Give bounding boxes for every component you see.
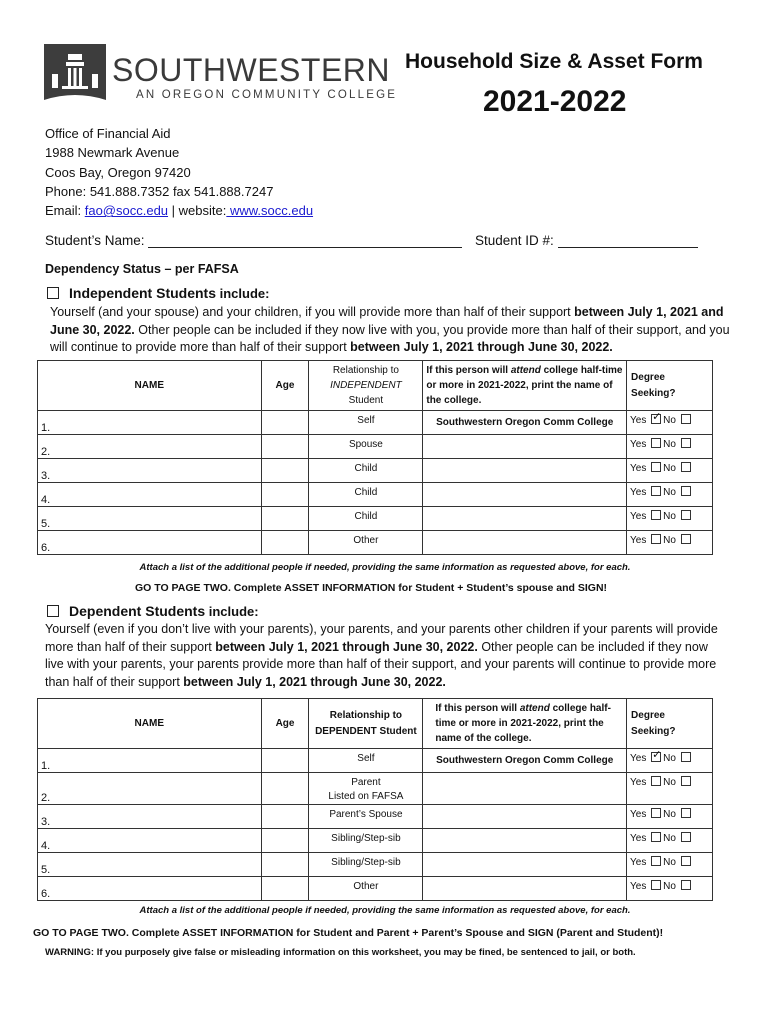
degree-no-checkbox[interactable] <box>681 856 691 866</box>
college-cell[interactable] <box>423 773 627 805</box>
row-number[interactable]: 3. <box>38 805 262 829</box>
relationship-label: Sibling/Step-sib <box>331 833 401 844</box>
row-number[interactable]: 1. <box>38 749 262 773</box>
dependent-attach-note: Attach a list of the additional people if needed, providing the same information as requested above, for each. <box>139 905 631 916</box>
relationship-label: Parent <box>351 777 381 788</box>
dep-col-attend-b: college half-time or more in 2021-2022, print the name of the college. <box>435 703 611 744</box>
age-cell[interactable] <box>261 829 309 853</box>
dependent-row <box>38 853 713 877</box>
relationship-label: Child <box>354 463 378 474</box>
relationship-cell <box>309 749 423 773</box>
degree-cell <box>627 853 713 877</box>
degree-no-label: No <box>663 857 676 868</box>
dependent-heading <box>47 603 259 619</box>
relationship-label: Self <box>357 415 375 426</box>
independent-para-1: Yourself (and your spouse) and your children, if you will provide more than half of their support <box>50 305 575 319</box>
degree-cell <box>627 805 713 829</box>
college-cell[interactable] <box>423 829 627 853</box>
degree-no-label: No <box>663 487 676 498</box>
dependent-row <box>38 805 713 829</box>
dependent-checkbox[interactable] <box>47 605 59 617</box>
independent-table <box>37 360 713 555</box>
degree-cell <box>627 773 713 805</box>
ind-col-relationship <box>309 361 423 411</box>
degree-yes-label: Yes <box>630 753 647 764</box>
degree-yes-checkbox[interactable] <box>651 462 661 472</box>
degree-yes-label: Yes <box>630 415 647 426</box>
dep-col-degree: Degree Seeking? <box>627 699 713 749</box>
relationship-cell <box>309 531 423 555</box>
email-link[interactable]: fao@socc.edu <box>84 203 169 219</box>
relationship-cell <box>309 507 423 531</box>
dependent-para-1: Yourself (even if you don’t live with your parents), your parents, and your parents other children if your parents will provide more than half of their support <box>45 622 718 654</box>
dependent-row <box>38 749 713 773</box>
ind-col-attend <box>423 361 627 411</box>
degree-cell <box>627 531 713 555</box>
degree-no-label: No <box>663 881 676 892</box>
degree-no-label: No <box>663 535 676 546</box>
ind-col-rel-line2: INDEPENDENT <box>330 380 402 391</box>
degree-cell <box>627 483 713 507</box>
relationship-label: Child <box>354 511 378 522</box>
dependent-heading-text: Dependent Students <box>69 603 206 619</box>
independent-row <box>38 531 713 555</box>
age-cell[interactable] <box>261 853 309 877</box>
ind-col-age: Age <box>261 361 309 411</box>
independent-row <box>38 435 713 459</box>
degree-cell <box>627 749 713 773</box>
degree-yes-checkbox[interactable] <box>651 752 661 762</box>
degree-no-checkbox[interactable] <box>681 880 691 890</box>
relationship-cell <box>309 411 423 435</box>
degree-no-checkbox[interactable] <box>681 776 691 786</box>
relationship-cell <box>309 435 423 459</box>
college-cell[interactable] <box>423 483 627 507</box>
row-number[interactable]: 1. <box>38 411 262 435</box>
college-cell[interactable] <box>423 531 627 555</box>
independent-row <box>38 507 713 531</box>
dependent-row <box>38 877 713 901</box>
degree-yes-label: Yes <box>630 881 647 892</box>
degree-yes-checkbox[interactable] <box>651 438 661 448</box>
row-number[interactable]: 3. <box>38 459 262 483</box>
college-cell[interactable] <box>423 507 627 531</box>
dep-col-rel-line2: DEPENDENT Student <box>315 725 417 737</box>
office-contact-line <box>45 201 313 220</box>
office-street: 1988 Newmark Avenue <box>45 145 180 161</box>
age-cell[interactable] <box>261 531 309 555</box>
age-cell[interactable] <box>261 773 309 805</box>
logo-wordmark: SOUTHWESTERN <box>112 52 390 88</box>
dependent-table <box>37 698 713 901</box>
degree-yes-label: Yes <box>630 857 647 868</box>
degree-yes-checkbox[interactable] <box>651 414 661 424</box>
dep-col-name: NAME <box>38 699 262 749</box>
email-label: Email: <box>45 203 85 219</box>
degree-no-checkbox[interactable] <box>681 534 691 544</box>
independent-goto: GO TO PAGE TWO. Complete ASSET INFORMATION for Student + Student’s spouse and SIGN! <box>135 582 608 594</box>
college-cell[interactable]: Southwestern Oregon Comm College <box>423 411 627 435</box>
ind-col-rel-line3: Student <box>348 395 384 406</box>
degree-cell <box>627 411 713 435</box>
degree-no-checkbox[interactable] <box>681 808 691 818</box>
degree-no-checkbox[interactable] <box>681 832 691 842</box>
age-cell[interactable] <box>261 435 309 459</box>
row-number[interactable]: 2. <box>38 773 262 805</box>
degree-no-label: No <box>663 777 676 788</box>
degree-no-label: No <box>663 415 676 426</box>
relationship-label: Self <box>357 753 375 764</box>
degree-no-label: No <box>663 833 676 844</box>
degree-no-label: No <box>663 809 676 820</box>
dependent-row <box>38 773 713 805</box>
row-number[interactable]: 5. <box>38 507 262 531</box>
relationship-label: Sibling/Step-sib <box>331 857 401 868</box>
relationship-label: Spouse <box>348 439 383 450</box>
website-link[interactable]: www.socc.edu <box>226 203 314 219</box>
age-cell[interactable] <box>261 483 309 507</box>
independent-heading <box>47 285 269 301</box>
degree-yes-checkbox[interactable] <box>651 510 661 520</box>
degree-no-checkbox[interactable] <box>681 462 691 472</box>
relationship-cell <box>309 805 423 829</box>
college-cell[interactable]: Southwestern Oregon Comm College <box>423 749 627 773</box>
logo-tagline: AN OREGON COMMUNITY COLLEGE <box>136 89 398 101</box>
college-cell[interactable] <box>423 877 627 901</box>
degree-yes-checkbox[interactable] <box>651 486 661 496</box>
student-id-line[interactable] <box>558 233 698 248</box>
row-number[interactable]: 2. <box>38 435 262 459</box>
student-name-label: Student’s Name: <box>45 233 145 248</box>
college-cell[interactable] <box>423 805 627 829</box>
dep-col-age: Age <box>261 699 309 749</box>
degree-yes-checkbox[interactable] <box>651 880 661 890</box>
independent-para-1-bold: between July 1, 2021 and June 30, 2022. <box>50 305 724 337</box>
relationship-cell <box>309 773 423 805</box>
dep-col-relationship <box>309 699 423 749</box>
relationship-cell <box>309 459 423 483</box>
degree-yes-checkbox[interactable] <box>651 534 661 544</box>
website-label: | website: <box>168 203 227 219</box>
degree-no-label: No <box>663 463 676 474</box>
form-year: 2021-2022 <box>483 85 627 118</box>
dependent-para-1-bold: between July 1, 2021 through June 30, 2022. <box>215 639 478 654</box>
office-address <box>45 124 313 220</box>
degree-yes-label: Yes <box>630 487 647 498</box>
degree-no-checkbox[interactable] <box>681 438 691 448</box>
ind-col-name: NAME <box>38 361 262 411</box>
degree-yes-checkbox[interactable] <box>651 808 661 818</box>
dependent-description <box>45 621 725 691</box>
age-cell[interactable] <box>261 877 309 901</box>
student-name-field[interactable] <box>45 233 462 248</box>
ind-col-degree: Degree Seeking? <box>627 361 713 411</box>
dependent-row <box>38 829 713 853</box>
row-number[interactable]: 4. <box>38 483 262 507</box>
ind-col-attend-b: college half-time or more in 2021-2022, print the name of the college. <box>426 365 623 406</box>
office-phone: Phone: 541.888.7352 fax 541.888.7247 <box>45 183 274 199</box>
relationship-cell <box>309 829 423 853</box>
dependent-para-2-bold: between July 1, 2021 through June 30, 2022. <box>183 674 446 689</box>
row-number[interactable]: 4. <box>38 829 262 853</box>
college-cell[interactable] <box>423 435 627 459</box>
degree-no-checkbox[interactable] <box>681 414 691 424</box>
row-number[interactable]: 6. <box>38 877 262 901</box>
independent-row <box>38 483 713 507</box>
relationship-label: Other <box>353 881 379 892</box>
degree-cell <box>627 829 713 853</box>
relationship-sublabel: Listed on FAFSA <box>328 791 404 802</box>
dependency-status-heading: Dependency Status – per FAFSA <box>45 262 239 276</box>
college-cell[interactable] <box>423 853 627 877</box>
dep-col-attend <box>423 699 627 749</box>
relationship-label: Parent’s Spouse <box>329 809 403 820</box>
independent-row <box>38 411 713 435</box>
age-cell[interactable] <box>261 805 309 829</box>
relationship-label: Child <box>354 487 378 498</box>
student-name-line[interactable] <box>148 233 462 248</box>
degree-cell <box>627 507 713 531</box>
dependent-heading-suffix: include: <box>205 604 259 619</box>
independent-row <box>38 459 713 483</box>
degree-no-label: No <box>663 511 676 522</box>
degree-yes-checkbox[interactable] <box>651 832 661 842</box>
degree-yes-label: Yes <box>630 833 647 844</box>
degree-cell <box>627 877 713 901</box>
ind-col-attend-em: attend <box>510 365 541 376</box>
degree-yes-checkbox[interactable] <box>651 856 661 866</box>
degree-no-label: No <box>663 753 676 764</box>
degree-cell <box>627 435 713 459</box>
row-number[interactable]: 6. <box>38 531 262 555</box>
degree-yes-label: Yes <box>630 511 647 522</box>
independent-attach-note: Attach a list of the additional people if needed, providing the same information as requested above, for each. <box>139 562 631 573</box>
degree-cell <box>627 459 713 483</box>
degree-no-checkbox[interactable] <box>681 486 691 496</box>
row-number[interactable]: 5. <box>38 853 262 877</box>
independent-para-2-bold: between July 1, 2021 through June 30, 2022. <box>350 340 613 354</box>
degree-no-checkbox[interactable] <box>681 510 691 520</box>
dependent-goto: GO TO PAGE TWO. Complete ASSET INFORMATION for Student and Parent + Parent’s Spouse and SIGN (Parent and Student)! <box>33 927 664 939</box>
ind-col-attend-a: If this person will <box>426 365 511 376</box>
degree-yes-checkbox[interactable] <box>651 776 661 786</box>
student-id-label: Student ID #: <box>475 233 554 248</box>
degree-yes-label: Yes <box>630 809 647 820</box>
independent-checkbox[interactable] <box>47 287 59 299</box>
college-logo-icon <box>44 44 106 108</box>
office-name: Office of Financial Aid <box>45 126 171 141</box>
independent-heading-suffix: include: <box>216 286 270 301</box>
relationship-label: Other <box>353 535 379 546</box>
age-cell[interactable] <box>261 411 309 435</box>
student-id-field[interactable] <box>475 233 698 248</box>
warning-text: WARNING: If you purposely give false or misleading information on this worksheet, you may be fined, be sentenced to jail, or both. <box>45 947 636 958</box>
dep-col-attend-em: attend <box>519 703 550 714</box>
relationship-cell <box>309 877 423 901</box>
degree-no-label: No <box>663 439 676 450</box>
relationship-cell <box>309 483 423 507</box>
relationship-cell <box>309 853 423 877</box>
independent-heading-text: Independent Students <box>69 285 216 301</box>
degree-yes-label: Yes <box>630 777 647 788</box>
degree-yes-label: Yes <box>630 463 647 474</box>
college-cell[interactable] <box>423 459 627 483</box>
ind-col-rel-line1: Relationship to <box>332 365 399 376</box>
form-title: Household Size & Asset Form <box>405 50 703 73</box>
dep-col-rel-line1: Relationship to <box>329 709 403 721</box>
degree-yes-label: Yes <box>630 439 647 450</box>
degree-no-checkbox[interactable] <box>681 752 691 762</box>
independent-para-2: Other people can be included if they now live with you, you provide more than half of their support, and you will continue to provide more than half of their support <box>50 322 730 354</box>
office-city: Coos Bay, Oregon 97420 <box>45 164 191 180</box>
age-cell[interactable] <box>261 459 309 483</box>
dependent-para-2: Other people can be included if they now live with your parents, your parents provide more than half of their support, and your parents will continue to provide more than half of their support <box>45 639 717 689</box>
independent-description <box>50 304 730 357</box>
degree-yes-label: Yes <box>630 535 647 546</box>
age-cell[interactable] <box>261 507 309 531</box>
dep-col-attend-a: If this person will <box>435 703 520 714</box>
age-cell[interactable] <box>261 749 309 773</box>
